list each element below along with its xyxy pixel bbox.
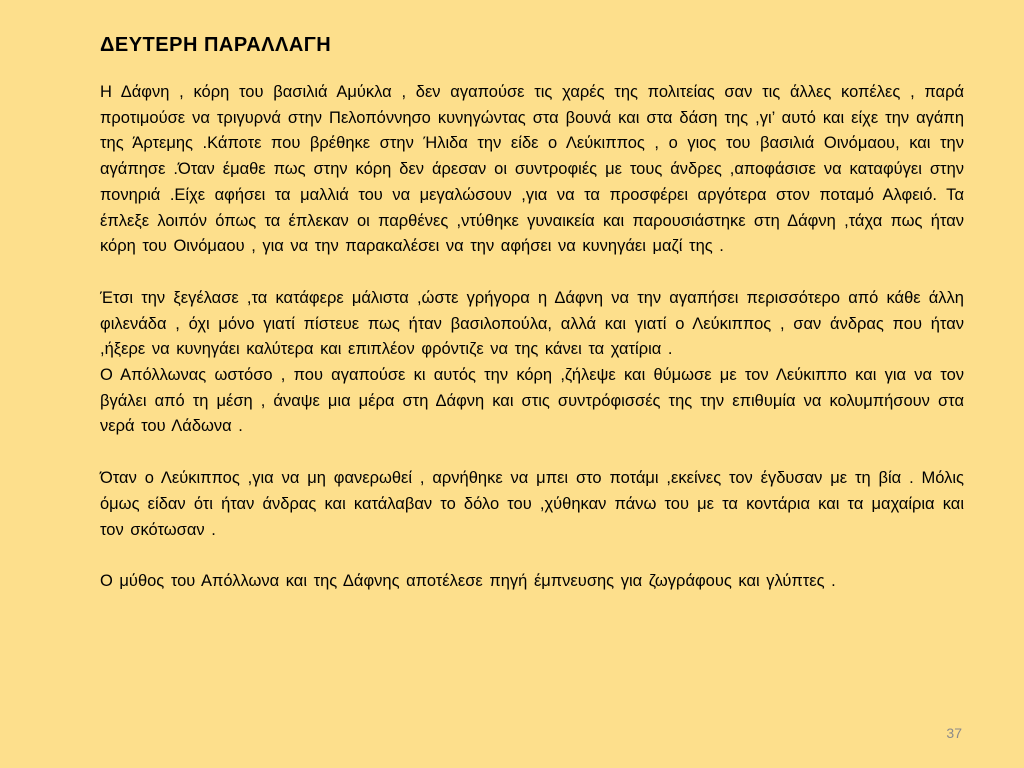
paragraph-gap [100, 260, 964, 286]
paragraph-3: Ο Απόλλωνας ωστόσο , που αγαπούσε κι αυτός την κόρη ,ζήλεψε και θύμωσε με τον Λεύκιππο και για να τον βγάλει από τη μέση , άναψε μια μέρα στη Δάφνη και στις συντρόφισσές της την επιθυμία να κολυμπήσουν στα νερά του Λάδωνα . [100, 366, 964, 436]
paragraph-gap [100, 440, 964, 466]
paragraph-5: Ο μύθος του Απόλλωνα και της Δάφνης αποτέλεσε πηγή έμπνευσης για ζωγράφους και γλύπτες . [100, 572, 836, 591]
paragraph-4: Όταν ο Λεύκιππος ,για να μη φανερωθεί , αρνήθηκε να μπει στο ποτάμι ,εκείνες τον έγδυσαν με τη βία . Μόλις όμως είδαν ότι ήταν άνδρας και κατάλαβαν το δόλο του ,χύθηκαν πάνω του με τα κοντάρια και τα μαχαίρια και τον σκότωσαν . [100, 469, 964, 539]
page-number: 37 [946, 725, 962, 741]
slide-content [100, 34, 964, 595]
slide-title: ΔΕΥΤΕΡΗ ΠΑΡΑΛΛΑΓΗ [100, 34, 332, 56]
paragraph-1: Η Δάφνη , κόρη του βασιλιά Αμύκλα , δεν αγαπούσε τις χαρές της πολιτείας σαν τις άλλες κοπέλες , παρά προτιμούσε να τριγυρνά στην Πελοπόννησο κυνηγώντας στα βουνά και στα δάση της ,γι’ αυτό και είχε την αγάπη της Άρτεμης .Κάποτε που βρέθηκε στην Ήλιδα την είδε ο Λεύκιππος , ο γιος του βασιλιά Οινόμαου, και την αγάπησε .Όταν έμαθε πως στην κόρη δεν άρεσαν οι συντροφιές με τους άνδρες ,αποφάσισε να καταφύγει στην πονηριά .Είχε αφήσει τα μαλλιά του να μεγαλώσουν ,για να τα προσφέρει αργότερα στον ποταμό Αλφειό. Τα έπλεξε λοιπόν όπως τα έπλεκαν οι παρθένες ,ντύθηκε γυναικεία και παρουσιάστηκε στη Δάφνη ,τάχα πως ήταν κόρη του Οινόμαου , για να την παρακαλέσει να την αφήσει να κυνηγάει μαζί της . [100, 83, 964, 256]
paragraph-gap [100, 543, 964, 569]
paragraph-2: Έτσι την ξεγέλασε ,τα κατάφερε μάλιστα ,ώστε γρήγορα η Δάφνη να την αγαπήσει περισσότερο από κάθε άλλη φιλενάδα , όχι μόνο γιατί πίστευε πως ήταν βασιλοπούλα, αλλά και γιατί ο Λεύκιππος , σαν άνδρας που ήταν ,ήξερε να κυνηγάει καλύτερα και επιπλέον φρόντιζε να της κάνει τα χατίρια . [100, 288, 964, 359]
